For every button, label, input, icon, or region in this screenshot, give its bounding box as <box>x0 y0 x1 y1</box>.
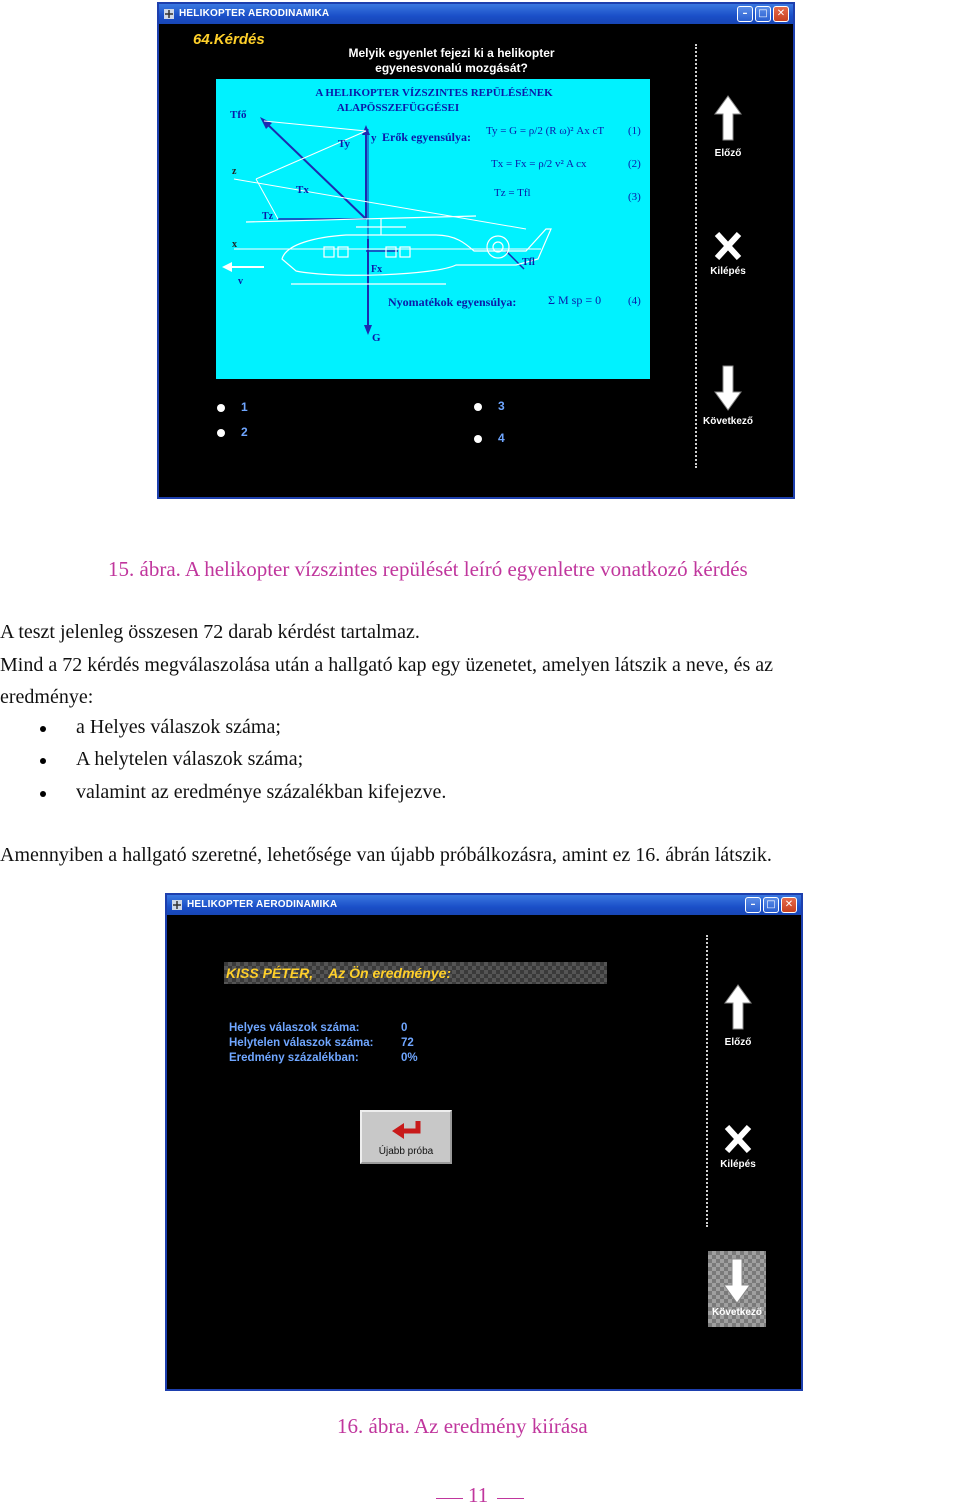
app-icon <box>171 899 183 911</box>
window-title: HELIKOPTER AERODINAMIKA <box>187 899 338 910</box>
close-button[interactable]: ✕ <box>773 6 789 22</box>
up-arrow-icon <box>703 983 773 1033</box>
result-label: Eredmény százalékban: <box>229 1052 359 1064</box>
window-titlebar <box>167 895 801 915</box>
equation-3: Tz = Tfl <box>494 187 531 199</box>
close-button[interactable]: ✕ <box>781 897 797 913</box>
exit-button[interactable] <box>693 232 763 282</box>
bullet-item: a Helyes válaszok száma; <box>76 716 281 738</box>
down-arrow-icon <box>693 364 763 412</box>
figure-caption-16: 16. ábra. Az eredmény kiírása <box>337 1414 588 1438</box>
prev-button[interactable] <box>693 94 763 164</box>
equation-number: (2) <box>628 158 641 170</box>
bullet-dot <box>40 726 46 732</box>
tfo-force-arrow <box>264 121 366 219</box>
fx-label: Fx <box>371 264 383 275</box>
minimize-button[interactable]: – <box>737 6 753 22</box>
window-titlebar <box>159 4 793 24</box>
tz-label: Tz <box>262 211 274 222</box>
next-button[interactable] <box>693 364 763 434</box>
arrowhead <box>364 325 372 335</box>
helicopter-drawing <box>246 216 551 284</box>
close-x-icon <box>693 232 763 260</box>
z-label: z <box>232 166 237 177</box>
equation-1: Ty = G = ρ/2 (R ω)² Ax cT <box>486 125 605 137</box>
equation-4: Σ M sp = 0 <box>548 293 602 307</box>
g-label: G <box>372 332 381 344</box>
option-label-3[interactable]: 3 <box>498 399 505 413</box>
next-label: Következő <box>702 416 753 427</box>
exit-button[interactable] <box>703 1125 773 1175</box>
option-label-4[interactable]: 4 <box>498 431 505 445</box>
bullet-item: A helytelen válaszok száma; <box>76 748 304 770</box>
window-title: HELIKOPTER AERODINAMIKA <box>179 8 330 19</box>
minimize-button[interactable]: – <box>745 897 761 913</box>
down-arrow-icon <box>708 1255 766 1305</box>
forces-label: Erők egyensúlya: <box>382 130 472 144</box>
retry-label: Újabb próba <box>378 1146 434 1157</box>
app-icon <box>163 8 175 20</box>
banner-text: KISS PÉTER, Az Ön eredménye: <box>226 965 452 981</box>
option-radio-3[interactable] <box>474 403 482 411</box>
paragraph-results-line1: Mind a 72 kérdés megválaszolása után a hallgató kap egy üzenetet, amelyen látszik a neve, és az <box>0 654 774 676</box>
maximize-button[interactable]: □ <box>763 897 779 913</box>
paragraph-results-line2: eredménye: <box>0 686 94 708</box>
tfl-label: Tfl <box>522 257 535 268</box>
question-text <box>319 46 584 76</box>
return-arrow-icon <box>362 1115 454 1143</box>
tfo-label: Tfő <box>230 109 247 121</box>
result-banner <box>224 962 607 984</box>
prev-label: Előző <box>724 1037 752 1048</box>
result-value: 0% <box>401 1052 418 1064</box>
bullet-dot <box>40 791 46 797</box>
y-label: y <box>371 132 377 144</box>
diagram-panel <box>216 79 650 379</box>
option-radio-2[interactable] <box>217 429 225 437</box>
up-arrow-icon <box>693 94 763 144</box>
close-x-icon <box>703 1125 773 1153</box>
prev-button[interactable] <box>703 983 773 1053</box>
ty-label: Ty <box>338 138 351 150</box>
next-button[interactable] <box>708 1251 766 1327</box>
torque-label: Nyomatékok egyensúlya: <box>388 295 517 309</box>
tx-label: Tx <box>296 184 309 196</box>
retry-button[interactable] <box>360 1110 452 1164</box>
diagram-heading: ALAPÖSSZEFÜGGÉSEI <box>336 102 460 114</box>
result-value: 0 <box>401 1022 408 1034</box>
bullet-item: valamint az eredménye százalékban kifejezve. <box>76 781 447 803</box>
question-number: 64.Kérdés <box>193 31 265 48</box>
helicopter-diagram <box>216 79 650 379</box>
result-window <box>165 893 803 1391</box>
figure-caption-15: 15. ábra. A helikopter vízszintes repülését leíró egyenletre vonatkozó kérdés <box>108 557 748 581</box>
arrowhead <box>362 125 370 135</box>
page-number-rule <box>436 1498 463 1499</box>
option-label-2[interactable]: 2 <box>241 425 248 439</box>
result-row <box>229 1036 429 1051</box>
projection-line <box>264 121 366 131</box>
result-value: 72 <box>401 1037 414 1049</box>
paragraph-retry: Amennyiben a hallgató szeretné, lehetősége van újabb próbálkozásra, amint ez 16. ábrán látszik. <box>0 844 772 866</box>
option-label-1[interactable]: 1 <box>241 400 248 414</box>
next-label: Következő <box>711 1307 762 1318</box>
exit-label: Kilépés <box>710 266 746 277</box>
question-line: Melyik egyenlet fejezi ki a helikopter <box>348 46 555 60</box>
equation-number: (3) <box>628 191 641 203</box>
maximize-button[interactable]: □ <box>755 6 771 22</box>
equation-2: Tx = Fx = ρ/2 v² A cx <box>491 158 587 170</box>
paragraph-question-count: A teszt jelenleg összesen 72 darab kérdést tartalmaz. <box>0 621 420 643</box>
equation-number: (4) <box>628 295 641 307</box>
arrowhead <box>222 262 232 272</box>
page-number: 11 <box>468 1483 489 1507</box>
bullet-dot <box>40 758 46 764</box>
results-list <box>229 1021 429 1066</box>
nav-divider <box>706 935 708 1227</box>
equation-number: (1) <box>628 125 641 137</box>
quiz-window <box>157 2 795 499</box>
question-line: egyenesvonalú mozgását? <box>375 61 528 75</box>
result-label: Helyes válaszok száma: <box>229 1022 360 1034</box>
x-label: x <box>232 239 237 250</box>
prev-label: Előző <box>714 148 742 159</box>
exit-label: Kilépés <box>720 1159 756 1170</box>
result-row <box>229 1021 429 1036</box>
result-row <box>229 1051 429 1066</box>
v-label: v <box>238 276 243 287</box>
page-number-rule <box>497 1498 524 1499</box>
option-radio-1[interactable] <box>217 404 225 412</box>
result-label: Helytelen válaszok száma: <box>229 1037 374 1049</box>
option-radio-4[interactable] <box>474 435 482 443</box>
diagram-heading: A HELIKOPTER VÍZSZINTES REPÜLÉSÉNEK <box>315 87 553 99</box>
